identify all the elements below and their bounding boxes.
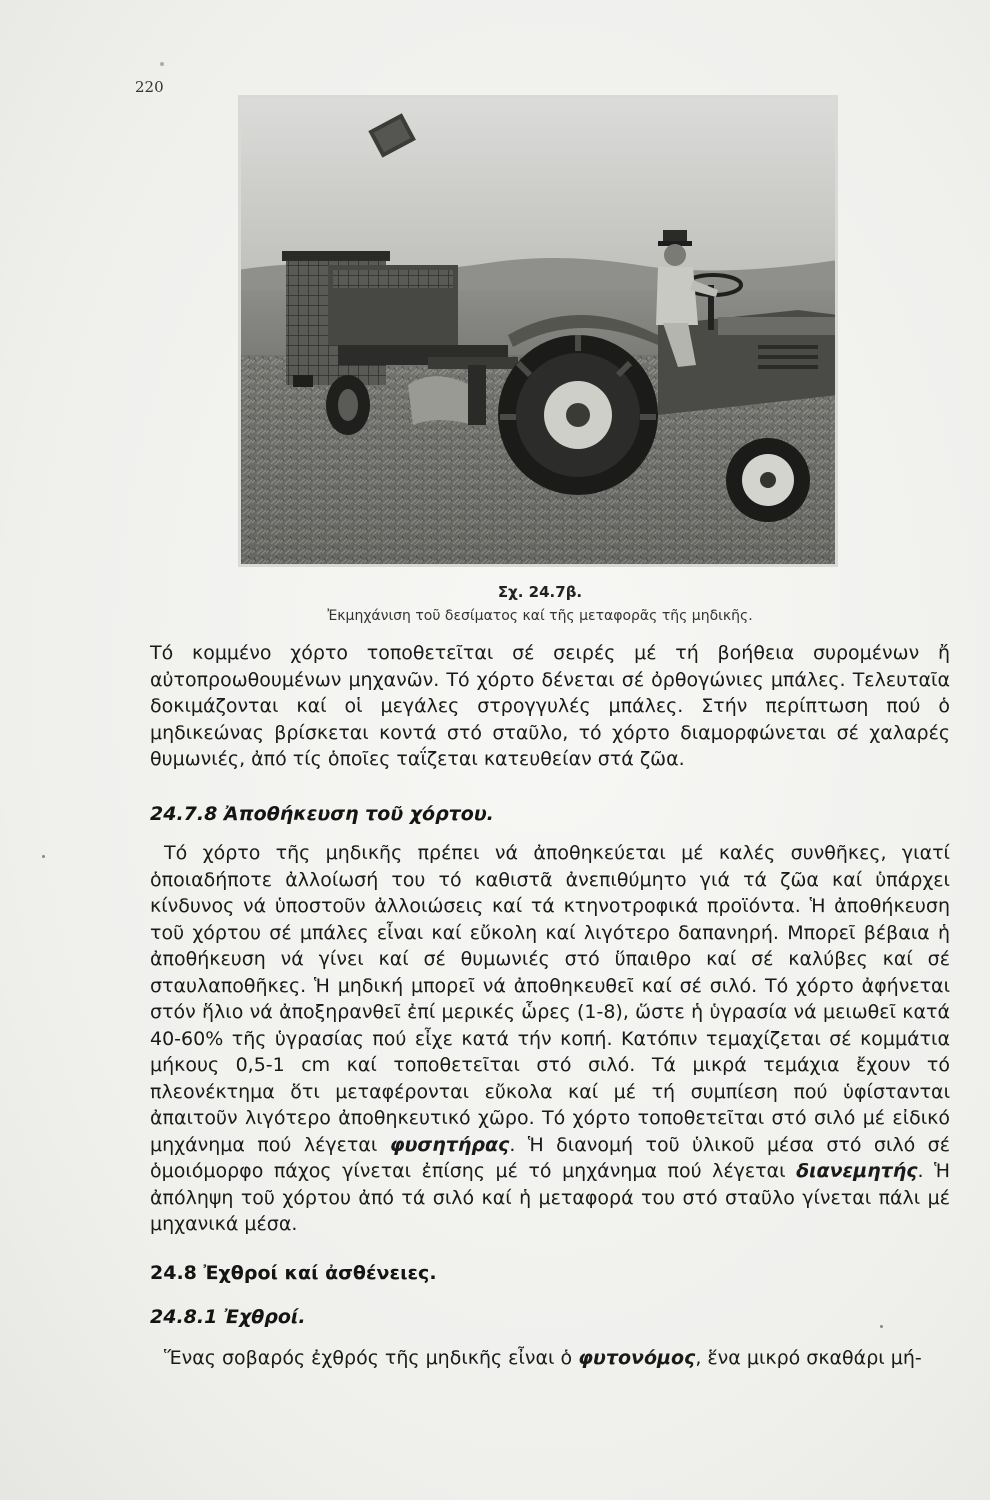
paragraph-pests-text-1: Ἕνας σοβαρός ἐχθρός τῆς μηδικῆς εἶναι ὁ [164, 1347, 579, 1369]
print-speck [42, 855, 45, 858]
paragraph-storage-text-1: Τό χόρτο τῆς μηδικῆς πρέπει νά ἀποθηκεύεται μέ καλές συνθῆκες, γιατί ὁποιαδήποτε ἀλλοίωσή του τό καθιστᾶ ἀνεπιθύμητο γιά τά ζῶα καί ὑπάρχει κίνδυνος νά ὑποστοῦν ἀλλοιώσεις καί τά κτηνοτροφικά προϊόντα. Ἡ ἀποθήκευση τοῦ χόρτου σέ μπάλες εἶναι καί εὔκολη καί λιγότερο δαπανηρή. Μπορεῖ βέβαια ἡ ἀποθήκευση νά γίνει καί σέ θυμωνιές στό ὕπαιθρο καί σέ καλύβες καί σέ σταυλαποθῆκες. Ἡ μηδική μπορεῖ νά ἀποθηκευθεῖ καί σέ σιλό. Τό χόρτο ἀφήνεται στόν ἥλιο νά ἀποξηρανθεῖ ἐπί μερικές ὧρες (1-8), ὥστε ἡ ὑγρασία νά μειωθεῖ κατά 40-60% τῆς ὑγρασίας πού εἶχε κατά τήν κοπή. Κατόπιν τεμαχίζεται σέ κομμάτια μήκους 0,5-1 cm καί τοποθετεῖται στό σιλό. Τά μικρά τεμάχια ἔχουν τό πλεονέκτημα ὅτι μεταφέρονται εὔκολα καί μέ τή συμπίεση πού ὑφίστανται ἀπαιτοῦν λιγότερο ἀποθηκευτικό χῶρο. Τό χόρτο τοποθετεῖται στό σιλό μέ εἰδικό μηχάνημα πού λέγεται [150, 842, 950, 1156]
paragraph-pests-text-2: , ἕνα μικρό σκαθάρι μή- [695, 1347, 922, 1369]
section-heading-storage: 24.7.8 Ἀποθήκευση τοῦ χόρτου. [150, 803, 494, 825]
paragraph-storage-text-2: . Ἡ διανομή τοῦ ὑλικοῦ μέσα στό σιλό σέ ὁμοιόμορφο πάχος γίνεται ἐπίσης μέ τό μηχάνημα πού λέγεται [150, 1133, 950, 1182]
figure-caption: Ἐκμηχάνιση τοῦ δεσίματος καί τῆς μεταφορᾶς τῆς μηδικῆς. [327, 608, 753, 624]
paragraph-storage [150, 840, 950, 1238]
paragraph-pests [150, 1345, 950, 1372]
print-speck [880, 1325, 883, 1328]
page-number: 220 [135, 78, 164, 96]
term-distributor: διανεμητής [796, 1160, 918, 1182]
figure-label: Σχ. 24.7β. [497, 583, 583, 601]
section-heading-pests-diseases: 24.8 Ἐχθροί καί ἀσθένειες. [150, 1262, 437, 1284]
paragraph-baling: Τό κομμένο χόρτο τοποθετεῖται σέ σειρές μέ τή βοήθεια συρομένων ἤ αὐτοπροωθουμένων μηχανῶν. Τό χόρτο δένεται σέ ὀρθογώνιες μπάλες. Τελευταῖα δοκιμάζονται καί οἱ μεγάλες στρογγυλές μπάλες. Στήν περίπτωση πού ὁ μηδικεώνας βρίσκεται κοντά στό σταῦλο, τό χόρτο διαμορφώνεται σέ χαλαρές θυμωνιές, ἀπό τίς ὁποῖες ταΐζεται κατευθείαν στά ζῶα. [150, 642, 950, 770]
paragraph-storage-text-3: . Ἡ ἀπόληψη τοῦ χόρτου ἀπό τά σιλό καί ἡ μεταφορά του στό σταῦλο γίνεται πάλι μέ μηχανικά μέσα. [150, 1160, 951, 1235]
figure-photo [238, 95, 838, 567]
print-speck [160, 62, 164, 66]
term-phytonomus: φυτονόμος [578, 1347, 696, 1369]
section-heading-pests: 24.8.1 Ἐχθροί. [150, 1306, 306, 1328]
term-blower: φυσητήρας [389, 1133, 510, 1156]
tractor-baler-photo [238, 95, 838, 567]
